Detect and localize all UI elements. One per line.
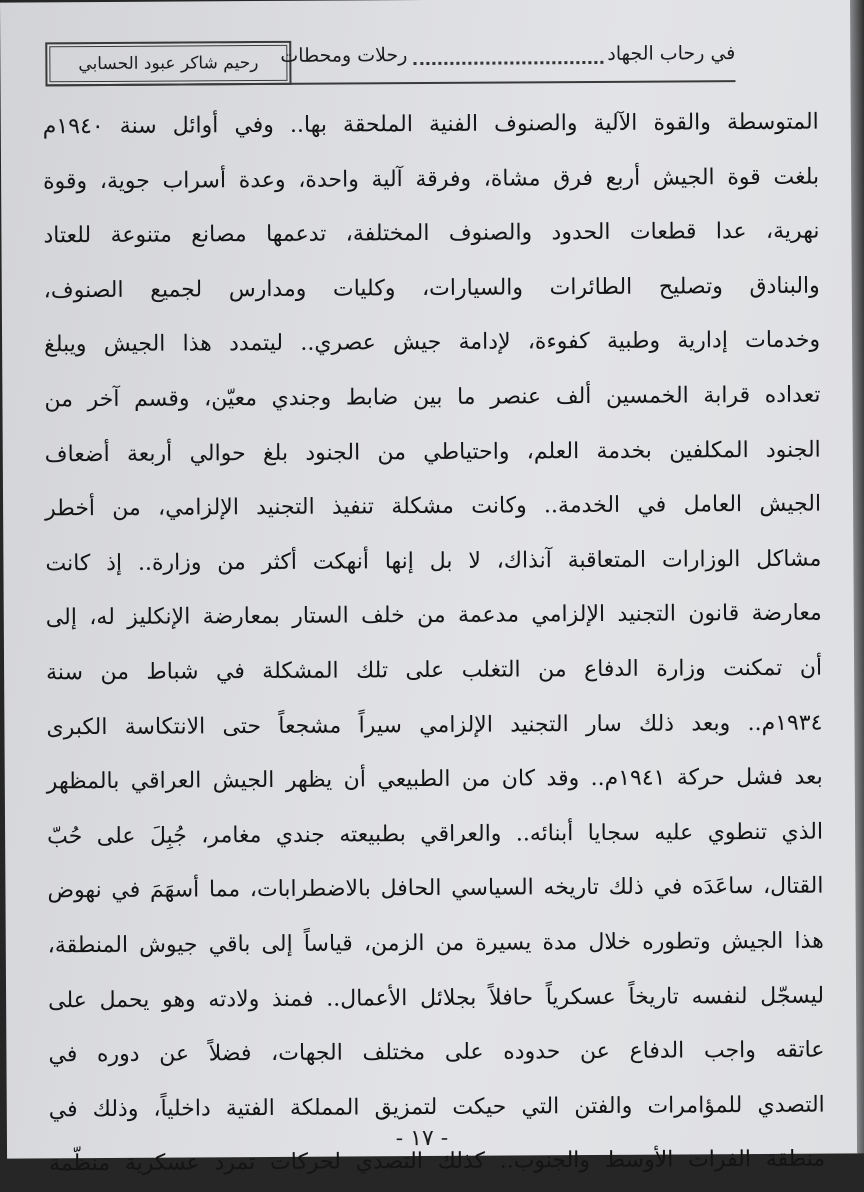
text-line: عاتقه واجب الدفاع عن حدوده على مختلف الجهات، فضلاً عن دوره في: [48, 1037, 825, 1068]
page-header: [45, 34, 735, 88]
book-title: في رحاب الجهاد: [607, 42, 736, 65]
text-line: الجيش العامل في الخدمة.. وكانت مشكلة تنفيذ التجنيد الإلزامي، من أخطر: [45, 491, 822, 522]
text-line: ١٩٣٤م.. وبعد ذلك سار التجنيد الإلزامي سيراً مشجعاً حتى الانتكاسة الكبرى: [46, 710, 823, 740]
page-number: - ١٧ -: [395, 1125, 449, 1152]
text-line: منطقة الفرات الأوسط والجنوب.. كذلك التصدي لحركات تمرد عسكرية منظّمة: [49, 1146, 826, 1177]
text-line: بعد فشل حركة ١٩٤١م.. وقد كان من الطبيعي أن يظهر الجيش العراقي بالمظهر: [46, 764, 823, 795]
text-line: ليسجّل لنفسه تاريخاً عسكرياً حافلاً بجلائل الأعمال.. فمنذ ولادته وهو يحمل على: [48, 983, 825, 1013]
author-name-box: رحيم شاكر عبود الحسابي: [45, 41, 291, 87]
text-line: أن تمكنت وزارة الدفاع من التغلب على تلك المشكلة في شباط من سنة: [46, 655, 823, 686]
text-line: وخدمات إدارية وطبية كفوءة، لإدامة جيش عصري.. ليتمدد هذا الجيش ويبلغ: [44, 327, 821, 358]
text-line: التصدي للمؤامرات والفتن التي حيكت لتمزيق المملكة الفتية داخلياً، وذلك في: [48, 1092, 825, 1123]
header-dot-leader: [413, 41, 603, 65]
text-line: هذا الجيش وتطوره خلال مدة يسيرة من الزمن، قياساً إلى باقي جيوش المنطقة،: [47, 928, 824, 959]
text-line: والبنادق وتصليح الطائرات والسيارات، وكليات ومدارس لجميع الصنوف،: [43, 273, 820, 304]
text-line: نهرية، عدا قطعات الحدود والصنوف المختلفة، تدعمها مصانع متنوعة للعتاد: [43, 218, 820, 249]
page-edge-shadow: [850, 0, 864, 1153]
text-line: معارضة قانون التجنيد الإلزامي مدعمة من خلف الستار بمعارضة الإنكليز له، إلى: [45, 600, 822, 631]
text-line: المتوسطة والقوة الآلية والصنوف الفنية الملحقة بها.. وفي أوائل سنة ١٩٤٠م: [42, 109, 819, 140]
text-line: تعداده قرابة الخمسين ألف عنصر ما بين ضابط وجندي معيّن، وقسم آخر من: [44, 382, 821, 413]
text-line: الذي تنطوي عليه سجايا أبنائه.. والعراقي بطبيعته جندي مغامر، جُبِلَ على حُبّ: [47, 819, 824, 850]
text-line: القتال، ساعَدَه في ذلك تاريخه السياسي الحافل بالاضطرابات، مما أسهَمَ في نهوض: [47, 873, 824, 904]
running-title: رحلات ومحطات: [280, 44, 408, 67]
body-text: [43, 96, 826, 1192]
text-line: مشاكل الوزارات المتعاقبة آنذاك، لا بل إنها أنهكت أكثر من وزارة.. إذ كانت: [45, 546, 822, 577]
text-line: الجنود المكلفين بخدمة العلم، واحتياطي من الجنود بلغ حوالي أربعة أضعاف: [44, 437, 821, 467]
text-line: بلغت قوة الجيش أربع فرق مشاة، وفرقة آلية واحدة، وعدة أسراب جوية، وقوة: [43, 164, 820, 194]
